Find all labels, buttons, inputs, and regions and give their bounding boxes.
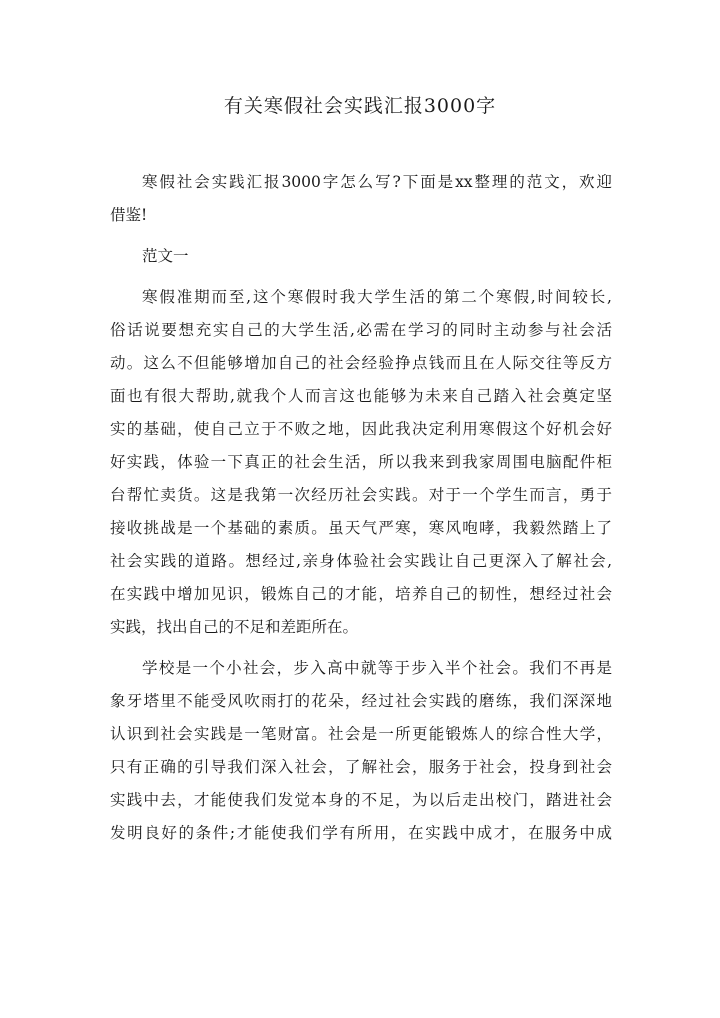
text-line: 接收挑战是一个基础的素质。虽天气严寒，寒风咆哮，我毅然踏上了 [110,519,612,537]
document-title: 有关寒假社会实践汇报3000字 [223,95,497,117]
text-line: 实践，找出自己的不足和差距所在。 [110,618,359,636]
paragraph-intro [110,166,612,232]
text-line: 在实践中增加见识，锻炼自己的才能，培养自己的韧性，想经过社会 [110,585,612,603]
text-line: 借鉴! [110,206,148,224]
text-line: 只有正确的引导我们深入社会，了解社会，服务于社会，投身到社会 [110,758,612,776]
text-line: 实的基础，使自己立于不败之地，因此我决定利用寒假这个好机会好 [110,420,612,438]
text-line: 面也有很大帮助,就我个人而言这也能够为未来自己踏入社会奠定坚 [110,387,612,405]
text-line: 好实践，体验一下真正的社会生活，所以我来到我家周围电脑配件柜 [110,453,612,471]
text-line: 俗话说要想充实自己的大学生活,必需在学习的同时主动参与社会活 [110,321,612,339]
text-line: 学校是一个小社会，步入高中就等于步入半个社会。我们不再是 [142,659,612,677]
text-line: 寒假社会实践汇报3000字怎么写?下面是xx整理的范文，欢迎 [142,173,612,191]
paragraph-1 [110,281,612,644]
paragraph-2 [110,652,612,850]
text-line: 台帮忙卖货。这是我第一次经历社会实践。对于一个学生而言，勇于 [110,486,612,504]
text-line: 发明良好的条件;才能使我们学有所用，在实践中成才，在服务中成 [110,824,612,842]
paragraph-section-heading [110,240,612,273]
text-line: 动。这么不但能够增加自己的社会经验挣点钱而且在人际交往等反方 [110,354,612,372]
text-line: 认识到社会实践是一笔财富。社会是一所更能锻炼人的综合性大学， [110,725,612,743]
text-line: 社会实践的道路。想经过,亲身体验社会实践让自己更深入了解社会, [110,552,612,570]
text-line: 象牙塔里不能受风吹雨打的花朵，经过社会实践的磨练，我们深深地 [110,692,612,710]
section-heading: 范文一 [142,247,189,265]
text-line: 实践中去，才能使我们发觉本身的不足，为以后走出校门，踏进社会 [110,791,612,809]
text-line: 寒假准期而至,这个寒假时我大学生活的第二个寒假,时间较长, [142,288,612,306]
document-body [110,166,612,858]
